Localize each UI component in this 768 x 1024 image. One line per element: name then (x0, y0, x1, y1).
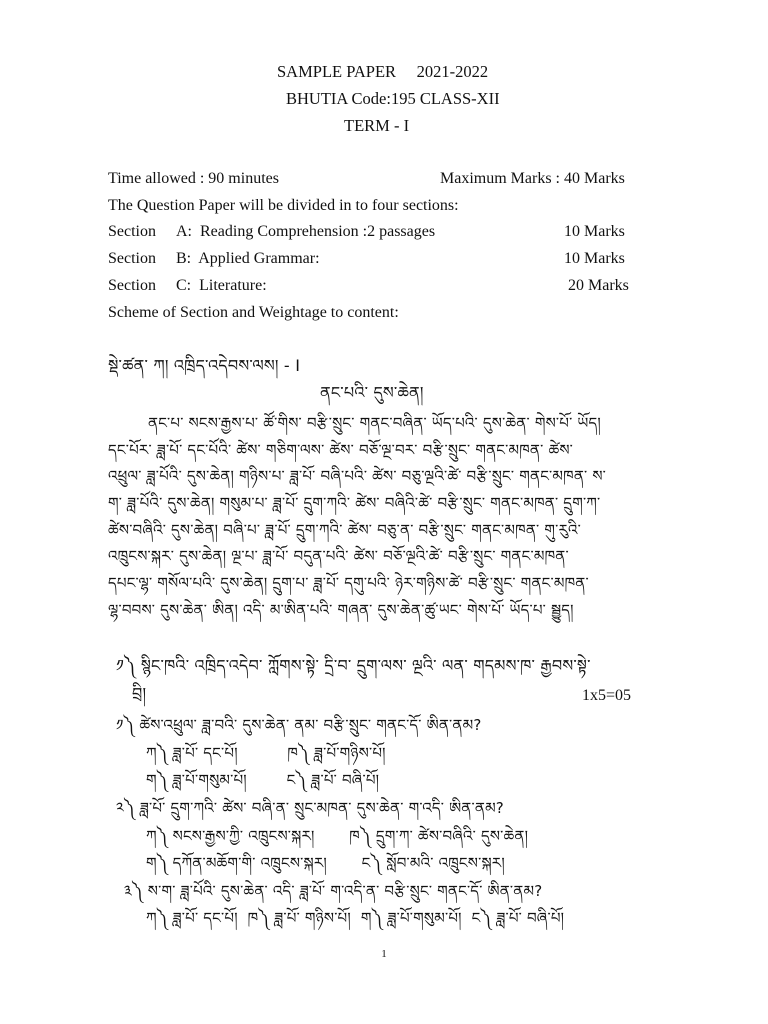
header-term: TERM - I (344, 116, 410, 135)
question-1-instruction-end: བྲི། (132, 684, 147, 703)
question-1-marks: 1x5=05 (582, 687, 632, 704)
section-b-marks: 10 Marks (564, 250, 625, 267)
passage-line: ནང་པ་ སངས་རྒྱས་པ་ ཚོ་གིས་ བརྩི་སྲུང་ གནང་བཞིན་ ཡོད་པའི་ དུས་ཆེན་ གེས་པོ་ ཡོད། (148, 414, 601, 432)
passage-line: ག་ ཟླ་པོའི་ དུས་ཆེན། གསུམ་པ་ ཟླ་པོ་ དྲུག་ཀའི་ ཚེས་ བཞིའི་ཚེ་ བརྩི་སྲུང་ གནང་མཁན་ དྲུག་ཀ་ (108, 494, 601, 512)
section-c-name: C: Literature: (176, 277, 267, 294)
question-options: ག༽ ཟླ་པོ་གསུམ་པོ། ང༽ ཟླ་པོ་ བཞི་པོ། (146, 771, 380, 789)
passage-title: ནང་པའི་ དུས་ཆེན། (320, 383, 424, 402)
section-c-label: Section (108, 277, 156, 294)
header-subject-code: BHUTIA Code:195 CLASS-XII (286, 89, 500, 108)
question-item: ༣༽ ས་ག་ ཟླ་པོའི་ དུས་ཆེན་ འདི་ ཟླ་པོ་ ག་འདི་ན་ བརྩི་སྲུང་ གནང་དོ་ ཨིན་ནམ? (124, 882, 543, 900)
question-options: ཀ༽ ཟླ་པོ་ དང་པོ། ཁ༽ ཟླ་པོ་ གཉིས་པོ། ག༽ ཟླ་པོ་གསུམ་པོ། ང༽ ཟླ་པོ་ བཞི་པོ། (146, 909, 565, 927)
question-options: ཀ༽ ཟླ་པོ་ དང་པོ། ཁ༽ ཟླ་པོ་གཉིས་པོ། (146, 744, 386, 762)
section-a-marks: 10 Marks (564, 223, 625, 240)
section-heading: སྡེ་ཚན་ ཀ། འཁྲིད་འདེབས་ལས། - I (108, 356, 301, 375)
question-item: ༢༽ ཟླ་པོ་ དྲུག་ཀའི་ ཚེས་ བཞི་ན་ སྲུང་མཁན་ དུས་ཆེན་ ག་འདི་ ཨིན་ནམ? (116, 799, 504, 817)
section-c-marks: 20 Marks (568, 277, 629, 294)
passage-line: དཔང་ལྷ་ གསོལ་པའི་ དུས་ཆེན། དྲུག་པ་ ཟླ་པོ་ དགུ་པའི་ ཉེར་གཉིས་ཚེ་ བརྩི་སྲུང་ གནང་མཁན་ (108, 574, 589, 592)
passage-line: དང་པོར་ ཟླ་པོ་ དང་པོའི་ ཚེས་ གཅིག་ལས་ ཚེས་ བཅོ་ལྔ་བར་ བརྩི་སྲུང་ གནང་མཁན་ ཚེས་ (108, 441, 574, 459)
scheme-note: Scheme of Section and Weightage to content: (108, 304, 399, 321)
time-allowed: Time allowed : 90 minutes (108, 170, 279, 187)
question-options: ཀ༽ སངས་རྒྱས་ཀྱི་ འཁྲུངས་སྐར། ཁ༽ དྲུག་ཀ་ ཚེས་བཞིའི་ དུས་ཆེན། (146, 827, 529, 845)
question-options: ག༽ དཀོན་མཆོག་གི་ འཁྲུངས་སྐར། ང༽ སློབ་མའི་ འཁྲུངས་སྐར། (146, 854, 505, 872)
section-b-label: Section (108, 250, 156, 267)
passage-line: འཁྲུངས་སྐར་ དུས་ཆེན། ལྔ་པ་ ཟླ་པོ་ བདུན་པའི་ ཚེས་ བཅོ་ལྔའི་ཚེ་ བརྩི་སྲུང་ གནང་མཁན་ (108, 547, 569, 565)
question-1-instruction: ༡༽ སྙིང་ཁའི་ འཁྲིད་འདེབ་ ཀློགས་སྟེ་ དྲི་བ་ དྲུག་ལས་ ལྔའི་ ལན་ གདམས་ཁ་ རྒྱབས་སྟེ་ (116, 656, 591, 675)
header-sample-paper: SAMPLE PAPER 2021-2022 (277, 62, 489, 81)
passage-line: ལྷ་བབས་ དུས་ཆེན་ ཨིན། འདི་ མ་ཨིན་པའི་ གཞན་ དུས་ཆེན་ཚུ་ཡང་ གེས་པོ་ ཡོད་པ་ སྦྱུད། (108, 601, 574, 619)
section-a-name: A: Reading Comprehension :2 passages (176, 223, 436, 240)
page-number: 1 (381, 948, 387, 960)
question-item: ༡༽ ཚེས་འཕྲུལ་ ཟླ་བའི་ དུས་ཆེན་ ནམ་ བརྩི་སྲུང་ གནང་དོ་ ཨིན་ནམ? (116, 716, 482, 734)
section-b-name: B: Applied Grammar: (176, 250, 320, 267)
passage-line: འཕྲུལ་ ཟླ་པོའི་ དུས་ཆེན། གཉིས་པ་ ཟླ་པོ་ བཞི་པའི་ ཚེས་ བཅུ་ལྔའི་ཚེ་ བརྩི་སྲུང་ གནང་མཁན་ ས་ (108, 467, 607, 485)
paper-divided-note: The Question Paper will be divided in to four sections: (108, 197, 459, 214)
section-a-label: Section (108, 223, 156, 240)
maximum-marks: Maximum Marks : 40 Marks (440, 170, 625, 187)
passage-line: ཚེས་བཞིའི་ དུས་ཆེན། བཞི་པ་ ཟླ་པོ་ དྲུག་ཀའི་ ཚེས་ བཅུ་ན་ བརྩི་སྲུང་ གནང་མཁན་ གུ་རུའི་ (108, 521, 582, 539)
